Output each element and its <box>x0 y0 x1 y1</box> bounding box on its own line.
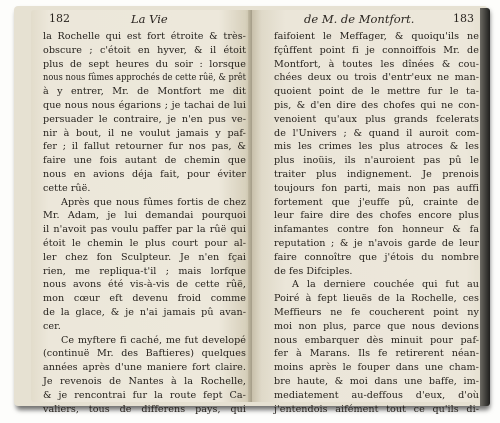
right-page-number: 183 <box>453 12 474 25</box>
text-line: Montfort, à toutes les dînées & cou- <box>274 58 479 70</box>
text-line: étoit le chemin le plus court pour al- <box>43 237 246 249</box>
left-running-head: La Vie <box>131 12 168 26</box>
text-line: fçûffent point fi je connoiffois Mr. de <box>274 44 479 56</box>
text-line: années après d'une maniere fort claire. <box>43 362 246 374</box>
left-page-header <box>49 12 245 28</box>
text-line: de la glace, & je n'ai jamais pû avan- <box>43 306 246 318</box>
book-edge-shadow <box>480 8 490 406</box>
text-line: de fes Difciples. <box>274 265 353 277</box>
text-line: obscure ; c'étoit en hyver, & il étoit <box>43 44 247 56</box>
text-line: nous avons été vis-à-vis de cette rûë, <box>43 279 246 291</box>
text-line: j'entendois aifément tout ce qu'ils di- <box>274 403 479 415</box>
text-line: nir à bout, il ne voulut jamais y paf- <box>43 127 246 139</box>
text-line: Ce myftere fi caché, me fut developé <box>61 334 246 346</box>
text-line: faifoient le Meffager, & quoiqu'ils ne <box>274 31 479 42</box>
text-line: fortement que j'euffe pû, crainte de <box>274 196 479 208</box>
text-line: que nous nous égarions ; je tachai de lui <box>43 99 246 111</box>
text-line: mediatement au-deffous d'eux, d'où <box>274 389 480 401</box>
text-line: Mr. Adam, je lui demandai pourquoi <box>43 210 246 222</box>
text-line: faire connoître que j'étois du nombre <box>274 251 480 263</box>
text-line: nous embarquer dès minuit pour paf- <box>274 334 479 346</box>
text-line: (continuë Mr. des Baftieres) quelques <box>43 348 246 360</box>
text-line: la Rochelle qui est fort étroite & très- <box>43 31 246 42</box>
text-line: chées deux ou trois d'entr'eux ne man- <box>274 72 480 84</box>
right-page-header <box>274 12 474 28</box>
text-line: ler chez fon Sculpteur. Je n'en fçai <box>43 251 247 263</box>
text-line: Meffieurs ne fe coucherent point ny <box>274 306 479 318</box>
text-line: pis, & d'en dire des chofes qui ne con- <box>274 99 480 111</box>
text-line: A la derniere couchée qui fut au <box>292 279 479 291</box>
text-line: mon cœur eft devenu froid comme <box>43 293 246 305</box>
text-line: nous nous fûmes approchés de cette rûë, & prêt <box>43 72 246 84</box>
text-line: de l'Univers ; & quand il auroit com- <box>274 127 480 139</box>
text-line: à y entrer, Mr. de Montfort me dit <box>43 86 246 98</box>
text-line: persuader le contraire, je n'en pus ve- <box>43 113 247 125</box>
text-line: Après que nous fûmes fortis de chez <box>61 196 247 208</box>
text-line: infamantes contre fon honneur & fa <box>274 224 479 236</box>
text-line: moi non plus, parce que nous devions <box>274 320 480 332</box>
text-line: valiers, tous de differens pays, qui <box>43 403 247 415</box>
text-line: toujours fon parti, mais non pas auffi <box>274 182 479 194</box>
text-line: rien, me repliqua-t'il ; mais lorfque <box>43 265 247 277</box>
text-line: & je rencontrai fur la route fept Ca- <box>43 389 246 401</box>
text-line: quoient point de le mettre fur le ta- <box>274 86 480 98</box>
left-page-text <box>43 30 247 416</box>
text-line: cer. <box>43 320 61 332</box>
text-line: fer ; il fallut retourner fur nos pas, & <box>43 141 246 153</box>
left-page <box>31 10 252 415</box>
left-page-number: 182 <box>49 12 70 25</box>
text-line: leur faire dire des chofes encore plus <box>274 210 480 222</box>
right-page-text <box>274 30 480 416</box>
text-line: mis les crimes les plus atroces & les <box>274 141 480 153</box>
text-line: Je revenois de Nantes à la Rochelle, <box>43 375 247 387</box>
text-line: venoient qu'aux plus grands fcelerats <box>274 113 479 125</box>
text-line: plus de sept heures du soir : lorsque <box>43 58 246 70</box>
right-page <box>252 10 490 415</box>
text-line: faire une fois autant de chemin que <box>43 155 246 167</box>
open-book <box>14 6 488 415</box>
right-running-head: de M. de Montfort. <box>304 12 415 26</box>
text-line: nous en avions déja fait, pour éviter <box>43 168 246 180</box>
text-line: cette rûë. <box>43 182 91 194</box>
text-line: fer à Marans. Ils fe retirerent néan- <box>274 348 480 360</box>
text-line: moins après le fouper dans une cham- <box>274 362 479 374</box>
text-line: bre haute, & moi dans une baffe, im- <box>274 375 480 387</box>
text-line: il n'avoit pas voulu paffer par la rûë qui <box>43 224 246 236</box>
text-line: Poiré à fept lieuës de la Rochelle, ces <box>274 293 479 305</box>
text-line: plus inoüis, ils n'auroient pas pû le <box>274 155 480 167</box>
text-line: traiter plus indignement. Je prenois <box>274 168 480 180</box>
text-line: reputation ; & je n'avois garde de leur <box>274 237 480 249</box>
